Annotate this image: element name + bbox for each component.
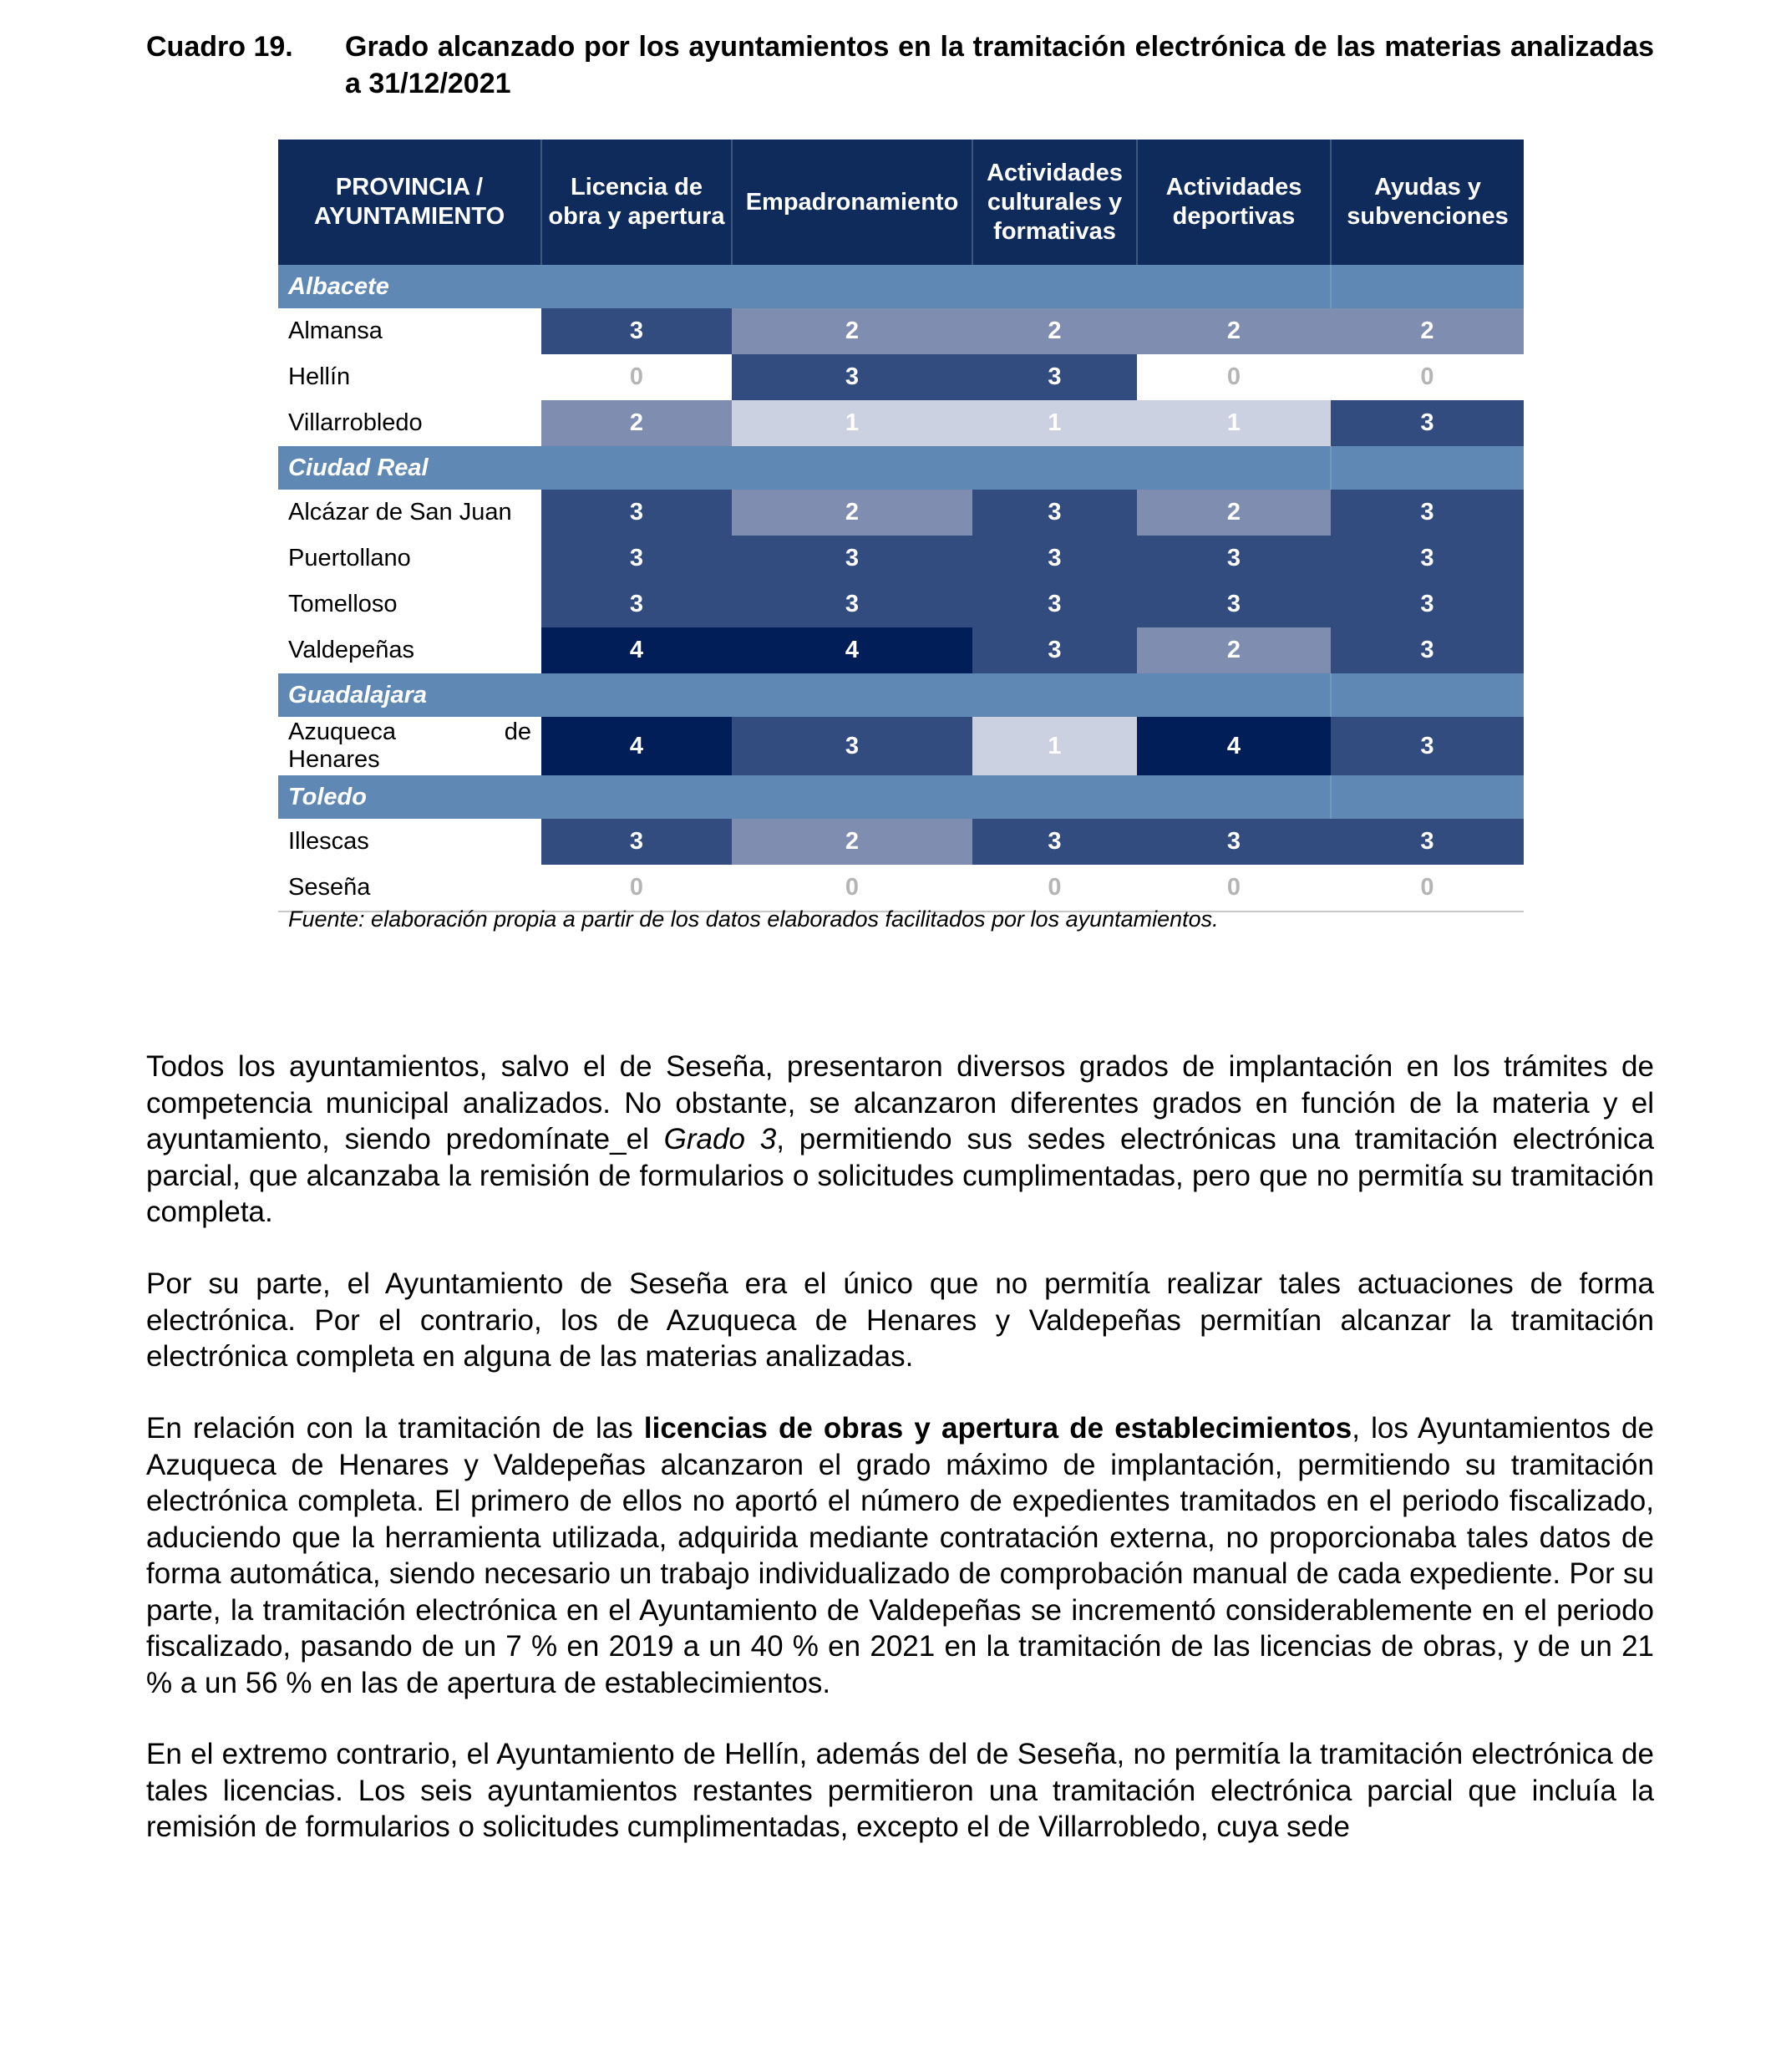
grade-cell: 3 [972,354,1137,400]
table-row [278,717,1524,775]
grade-cell: 3 [972,581,1137,627]
grade-cell: 0 [1331,865,1524,912]
header-provincia: PROVINCIA / AYUNTAMIENTO [278,140,541,265]
paragraph: Por su parte, el Ayuntamiento de Seseña era el único que no permitía realizar tales actuaciones de forma electrónica. Por el contrario, los de Azuqueca de Henares y Valdepeñas permitían alcanzar la tramitación electrónica completa en alguna de las materias analizadas. [146,1267,1654,1373]
grade-cell: 2 [1331,308,1524,354]
grade-cell: 2 [541,400,732,446]
grade-cell: 3 [1331,627,1524,673]
grade-cell: 1 [972,400,1137,446]
grade-cell: 1 [1137,400,1331,446]
paragraph-italic: Grado 3 [663,1123,777,1155]
table-row [278,819,1524,865]
province-row [278,446,1524,490]
province-filler [1331,775,1524,819]
municipality-name: Illescas [288,828,369,855]
paragraph-text: En relación con la tramitación de las [146,1412,644,1445]
grade-cell: 3 [541,581,732,627]
province-name: Ciudad Real [278,446,1331,490]
paragraph: En el extremo contrario, el Ayuntamiento de Hellín, además del de Seseña, no permitía la tramitación electrónica de tales licencias. Los seis ayuntamientos restantes permitieron una tramitación electrónica parcial que incluía la remisión de formularios o solicitudes cumplimentadas, excepto el de Villarrobledo, cuya sede [146,1738,1654,1843]
grade-cell: 3 [732,536,972,581]
name-word: Azuqueca [288,719,396,745]
grade-cell: 3 [1137,581,1331,627]
province-filler [1331,265,1524,308]
grade-cell: 3 [1331,400,1524,446]
grade-cell: 3 [1331,581,1524,627]
paragraph [146,1049,1654,1231]
grade-cell: 3 [732,717,972,775]
table-row [278,490,1524,536]
grade-cell: 0 [1331,354,1524,400]
table-source: Fuente: elaboración propia a partir de los datos elaborados facilitados por los ayuntamientos. [288,906,1219,932]
grade-cell: 3 [732,581,972,627]
province-name: Toledo [278,775,1331,819]
grade-cell: 0 [1137,354,1331,400]
municipality-name [278,717,541,775]
grade-cell: 3 [1331,536,1524,581]
table-row [278,627,1524,673]
province-name: Albacete [278,265,1331,308]
municipality-name-line2: Henares [288,746,380,773]
table-caption [146,28,1654,102]
header-actividades-culturales: Actividades culturales y formativas [972,140,1137,265]
province-filler [1331,446,1524,490]
municipality-name: Alcázar de San Juan [288,499,512,526]
grade-cell: 0 [1137,865,1331,912]
header-licencia: Licencia de obra y apertura [541,140,732,265]
grade-cell: 2 [732,308,972,354]
municipality-name: Tomelloso [288,591,398,617]
grade-cell: 2 [732,490,972,536]
grade-cell: 4 [1137,717,1331,775]
municipality-name: Puertollano [288,545,411,571]
table-row [278,865,1524,912]
municipality-name-line1 [288,719,531,746]
caption-title: Grado alcanzado por los ayuntamientos en la tramitación electrónica de las materias analizadas a 31/12/2021 [345,31,1654,99]
grade-cell: 0 [732,865,972,912]
province-filler [1331,673,1524,717]
caption-number: Cuadro 19. [146,31,293,63]
grade-cell: 3 [1137,536,1331,581]
grade-cell: 3 [1331,717,1524,775]
municipality-name: Almansa [288,317,383,344]
province-row [278,775,1524,819]
grade-cell: 2 [732,819,972,865]
name-word: de [504,719,531,745]
grade-cell: 2 [1137,490,1331,536]
grade-cell: 3 [972,490,1137,536]
grade-cell: 3 [1137,819,1331,865]
paragraph-bold: licencias de obras y apertura de establecimientos [643,1412,1352,1445]
table-row [278,308,1524,354]
table-row [278,536,1524,581]
paragraph-text: , permitiendo sus sedes electrónicas una tramitación electrónica parcial, que alcanzaba la remisión de formularios o solicitudes cumplimentadas, pero que no permitía su tramitación completa. [146,1123,1654,1228]
header-ayudas: Ayudas y subvenciones [1331,140,1524,265]
grade-cell: 3 [972,627,1137,673]
paragraph-text: Todos los ayuntamientos, salvo el de Seseña, presentaron diversos grados de implantación en los trámites de competencia municipal analizados. No obstante, se alcanzaron diferentes grados en función de la materia y el ayuntamiento, siendo predomínate_el [146,1050,1654,1155]
paragraph-text: , los Ayuntamientos de Azuqueca de Henares y Valdepeñas alcanzaron el grado máximo de implantación, permitiendo su tramitación electrónica completa. El primero de ellos no aportó el número de expedientes tramitados en el periodo fiscalizado, aduciendo que la herramienta utilizada, adquirida mediante contratación externa, no proporcionaba tales datos de forma automática, siendo necesario un trabajo individualizado de comprobación manual de cada expediente. Por su parte, la tramitación electrónica en el Ayuntamiento de Valdepeñas se incrementó considerablemente en el periodo fiscalizado, pasando de un 7 % en 2019 a un 40 % en 2021 en la tramitación de las licencias de obras, y de un 21 % a un 56 % en las de apertura de establecimientos. [146,1412,1654,1699]
grade-cell: 2 [1137,308,1331,354]
grade-cell: 3 [732,354,972,400]
municipality-name: Hellín [288,363,351,390]
province-row [278,265,1524,308]
grade-cell: 1 [732,400,972,446]
table-row [278,400,1524,446]
grade-cell: 4 [541,717,732,775]
grade-cell: 0 [541,865,732,912]
province-name: Guadalajara [278,673,1331,717]
grade-cell: 3 [541,536,732,581]
grade-cell: 4 [541,627,732,673]
table-row [278,354,1524,400]
header-empadronamiento: Empadronamiento [732,140,972,265]
grade-cell: 3 [972,536,1137,581]
paragraph [146,1410,1654,1701]
grade-table [278,140,1524,912]
table-row [278,581,1524,627]
grade-cell: 3 [972,819,1137,865]
grade-cell: 4 [732,627,972,673]
table-header-row [278,140,1524,265]
municipality-name: Valdepeñas [288,637,415,663]
grade-cell: 2 [972,308,1137,354]
grade-cell: 3 [541,490,732,536]
municipality-name: Villarrobledo [288,409,423,436]
grade-cell: 0 [541,354,732,400]
header-actividades-deportivas: Actividades deportivas [1137,140,1331,265]
grade-cell: 3 [541,308,732,354]
municipality-name: Seseña [278,865,541,912]
grade-cell: 3 [1331,819,1524,865]
grade-cell: 3 [1331,490,1524,536]
province-row [278,673,1524,717]
grade-cell: 1 [972,717,1137,775]
grade-cell: 3 [541,819,732,865]
grade-cell: 0 [972,865,1137,912]
grade-cell: 2 [1137,627,1331,673]
